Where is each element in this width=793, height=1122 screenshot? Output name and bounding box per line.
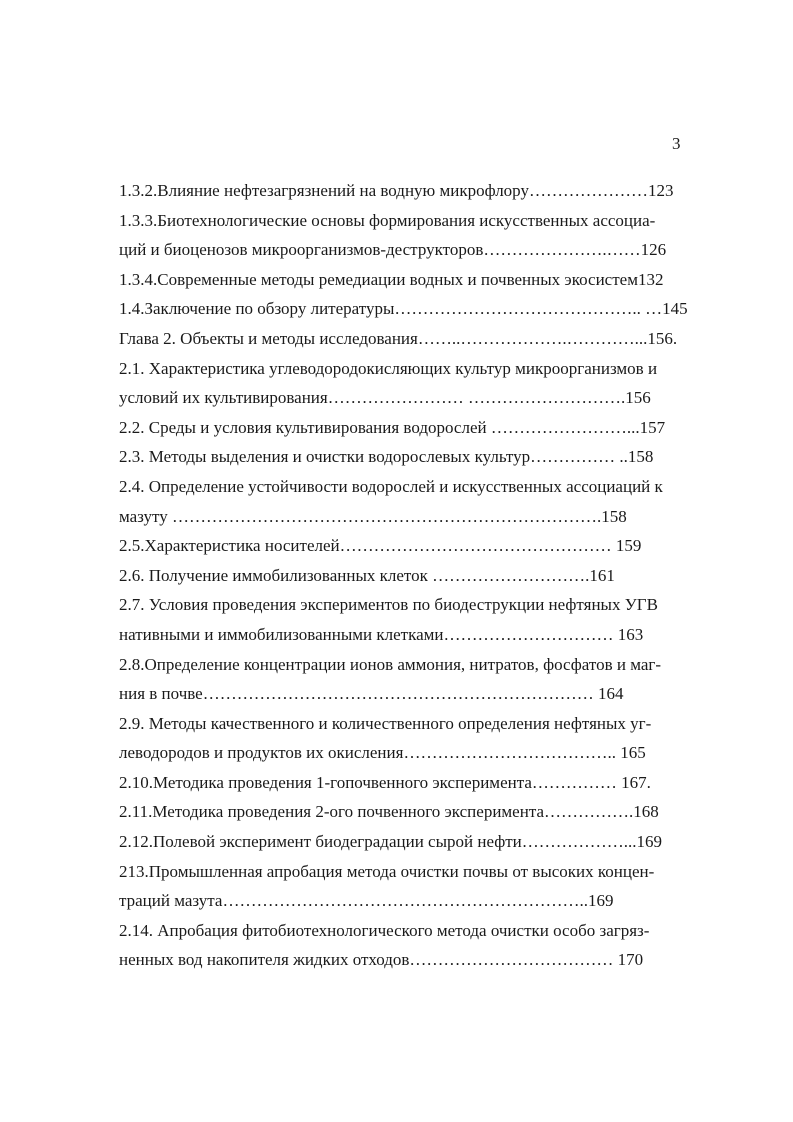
toc-line: леводородов и продуктов их окисления……………………………….. 165 [119,743,646,763]
toc-entry [119,857,719,916]
toc-line: 213.Промышленная апробация метода очистки почвы от высоких концен- [119,861,655,881]
toc-entry [119,797,719,827]
toc-entry [119,413,719,443]
toc-entry [119,472,719,531]
toc-line: 2.9. Методы качественного и количественного определения нефтяных уг- [119,713,652,733]
toc-entry [119,561,719,591]
toc-line: Глава 2. Объекты и методы исследования……..……………….…………...156. [119,328,678,348]
toc-line: ния в почве…………………………………………………………… 164 [119,684,624,704]
toc-entry [119,206,719,265]
toc-entry [119,176,719,206]
toc-line: 2.8.Определение концентрации ионов аммония, нитратов, фосфатов и маг- [119,654,662,674]
toc-line: 2.2. Среды и условия культивирования водорослей ……………………...157 [119,417,666,437]
toc-line: 2.14. Апробация фитобиотехнологического метода очистки особо загряз- [119,920,650,940]
toc-entry [119,827,719,857]
toc-line: траций мазута………………………………………………………..169 [119,891,614,911]
toc-entry [119,531,719,561]
toc-line: нативными и иммобилизованными клетками………………………… 163 [119,624,644,644]
toc-line: 2.4. Определение устойчивости водорослей и искусственных ассоциаций к [119,476,663,496]
toc-line: 2.12.Полевой эксперимент биодеградации сырой нефти………………...169 [119,832,663,852]
toc-line: 2.3. Методы выделения и очистки водорослевых культур…………… ..158 [119,447,654,467]
toc-line: 1.4.Заключение по обзору литературы…………………………………….. …145 [119,299,688,319]
toc-line: 2.11.Методика проведения 2-ого почвенного эксперимента…………….168 [119,802,659,822]
toc-line: 1.3.2.Влияние нефтезагрязнений на водную микрофлору…………………123 [119,181,674,200]
toc-entry [119,354,719,413]
toc-entry [119,709,719,768]
toc-entry [119,590,719,649]
toc-entry [119,768,719,798]
toc-line: 2.6. Получение иммобилизованных клеток ……………………….161 [119,565,615,585]
toc-line: ненных вод накопителя жидких отходов……………………………… 170 [119,950,644,970]
toc-line: 2.1. Характеристика углеводородокисляющих культур микроорганизмов и [119,358,658,378]
toc-line: 2.5.Характеристика носителей………………………………………… 159 [119,536,642,556]
toc-line: 2.7. Условия проведения экспериментов по биодеструкции нефтяных УГВ [119,595,658,615]
toc-line: ций и биоценозов микроорганизмов-деструкторов………………….……126 [119,240,667,260]
toc-entry [119,324,719,354]
toc-line: мазуту ………………………………………………………………….158 [119,506,627,526]
toc-line: 1.3.4.Современные методы ремедиации водных и почвенных экосистем132 [119,269,664,289]
toc-entry [119,442,719,472]
toc-entry [119,650,719,709]
table-of-contents [119,176,719,975]
toc-entry [119,265,719,295]
toc-entry [119,294,719,324]
toc-line: условий их культивирования…………………… ……………………….156 [119,388,651,408]
toc-line: 1.3.3.Биотехнологические основы формирования искусственных ассоциа- [119,210,656,230]
page-number: 3 [672,134,681,153]
toc-line: 2.10.Методика проведения 1-гопочвенного эксперимента…………… 167. [119,772,651,792]
toc-entry [119,916,719,975]
